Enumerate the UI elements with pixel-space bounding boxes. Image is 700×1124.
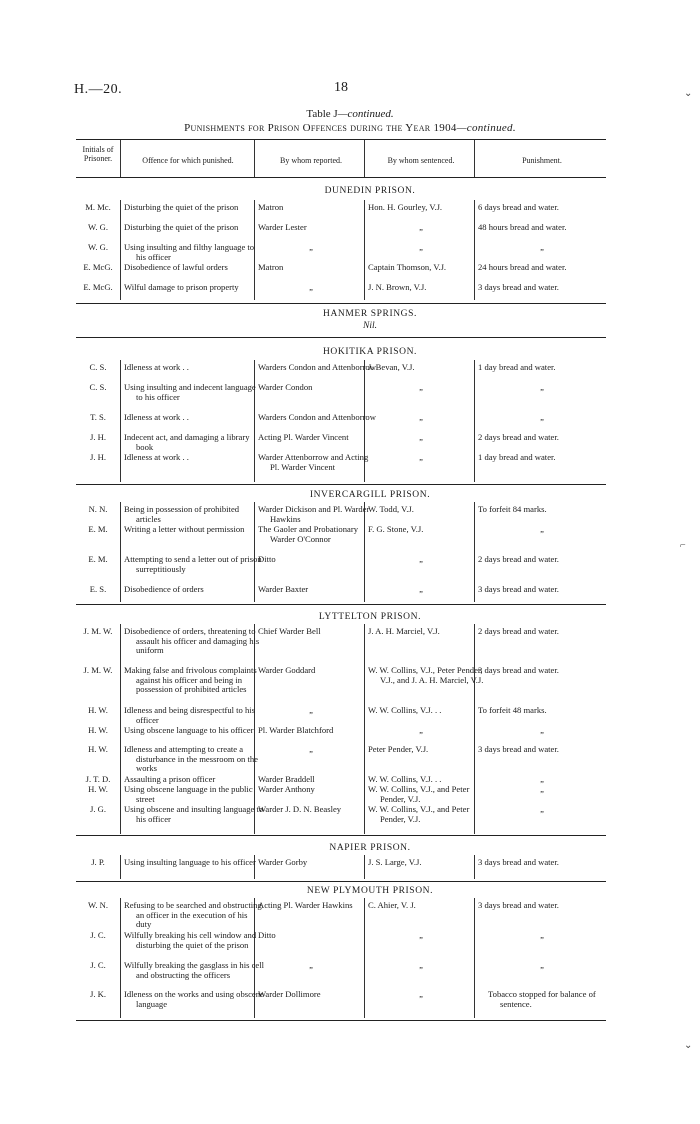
- sentenced-cell: „: [419, 930, 423, 940]
- col-divider: [254, 140, 255, 177]
- offence-cell: Indecent act, and damaging a library book: [124, 432, 250, 452]
- sentenced-cell: W. W. Collins, V.J., and Peter Pender, V.J.: [368, 784, 470, 804]
- scan-mark: ⌄: [684, 88, 693, 99]
- initials-cell: N. N.: [88, 504, 108, 514]
- reported-cell: Warder Anthony: [258, 784, 315, 794]
- table-subtitle: [0, 122, 700, 134]
- reported-cell: Ditto: [258, 930, 276, 940]
- initials-cell: W. G.: [88, 222, 108, 232]
- initials-cell: H. W.: [88, 784, 108, 794]
- reported-cell: Warder Baxter: [258, 584, 309, 594]
- reported-cell: Warder Attenborrow and Acting Pl. Warder Vincent: [258, 452, 369, 472]
- punishment-cell: „: [540, 725, 544, 735]
- reported-cell: „: [309, 960, 313, 970]
- initials-cell: E. S.: [89, 584, 107, 594]
- punishment-cell: „: [540, 412, 544, 422]
- offence-cell: Disobedience of lawful orders: [124, 262, 228, 272]
- reported-cell: Warder Goddard: [258, 665, 316, 675]
- section-rule: [76, 1020, 606, 1021]
- sentenced-cell: J. A. H. Marciel, V.J.: [368, 626, 440, 636]
- table-subtitle-main: Punishments for Prison Offences during the Year 1904: [184, 122, 457, 134]
- col-divider: [474, 200, 475, 300]
- sentenced-cell: „: [419, 960, 423, 970]
- initials-cell: J. M. W.: [83, 626, 113, 636]
- col-divider: [120, 624, 121, 834]
- col-divider: [364, 140, 365, 177]
- scan-mark: ⌐: [680, 540, 686, 551]
- sentenced-cell: W. W. Collins, V.J. . .: [368, 705, 442, 715]
- col-divider: [120, 360, 121, 482]
- punishment-cell: 3 days bread and water.: [478, 665, 559, 675]
- offence-cell: Wilfully breaking the gasglass in his cell and obstructing the officers: [124, 960, 264, 980]
- col-divider: [120, 200, 121, 300]
- reported-cell: „: [309, 705, 313, 715]
- sentenced-cell: Peter Pender, V.J.: [368, 744, 429, 754]
- punishment-cell: Tobacco stopped for balance of sentence.: [488, 989, 596, 1009]
- offence-cell: Using insulting and filthy language to his officer: [124, 242, 255, 262]
- offence-cell: Wilfully breaking his cell window and disturbing the quiet of the prison: [124, 930, 257, 950]
- offence-cell: Idleness at work . .: [124, 412, 189, 422]
- sentenced-cell: „: [419, 432, 423, 442]
- initials-cell: W. N.: [88, 900, 108, 910]
- section-title-hanmer: HANMER SPRINGS.: [323, 309, 417, 319]
- punishment-cell: „: [540, 784, 544, 794]
- sentenced-cell: „: [419, 412, 423, 422]
- col-divider: [474, 898, 475, 1018]
- sentenced-cell: W. Todd, V.J.: [368, 504, 414, 514]
- offence-cell: Using insulting and indecent language to his officer: [124, 382, 256, 402]
- offence-cell: Attempting to send a letter out of prison surreptitiously: [124, 554, 262, 574]
- section-title-invercargill: INVERCARGILL PRISON.: [309, 490, 431, 500]
- initials-cell: J. H.: [90, 452, 106, 462]
- punishment-cell: To forfeit 84 marks.: [478, 504, 547, 514]
- offence-cell: Using obscene language in the public street: [124, 784, 253, 804]
- reported-cell: Matron: [258, 262, 284, 272]
- sentenced-cell: „: [419, 584, 423, 594]
- offence-cell: Making false and frivolous complaints against his officer and being in possession of prohibited articles: [124, 665, 257, 695]
- sentenced-cell: „: [419, 382, 423, 392]
- punishment-cell: 3 days bread and water.: [478, 282, 559, 292]
- col-divider: [364, 898, 365, 1018]
- col-divider: [364, 200, 365, 300]
- col-divider: [364, 624, 365, 834]
- initials-cell: J. T. D.: [85, 774, 111, 784]
- initials-cell: J. K.: [90, 989, 106, 999]
- initials-cell: J. H.: [90, 432, 106, 442]
- reported-cell: Warder Dollimore: [258, 989, 321, 999]
- table-title: [0, 108, 700, 120]
- initials-cell: E. M.: [88, 554, 108, 564]
- initials-cell: E. M.: [88, 524, 108, 534]
- section-title-napier: NAPIER PRISON.: [329, 843, 411, 853]
- header-bottom-rule: [76, 177, 606, 178]
- reported-cell: Warder Braddell: [258, 774, 315, 784]
- offence-cell: Disturbing the quiet of the prison: [124, 222, 239, 232]
- punishment-cell: 6 days bread and water.: [478, 202, 559, 212]
- offence-cell: Refusing to be searched and obstructing an officer in the execution of his duty: [124, 900, 262, 930]
- initials-cell: T. S.: [90, 412, 106, 422]
- col-header-initials: Initials of Prisoner.: [82, 145, 114, 163]
- page-number: 18: [334, 80, 348, 95]
- punishment-cell: 2 days bread and water.: [478, 432, 559, 442]
- sentenced-cell: W. W. Collins, V.J., and Peter Pender, V.J.: [368, 804, 470, 824]
- sentenced-cell: Hon. H. Gourley, V.J.: [368, 202, 443, 212]
- punishment-cell: „: [540, 242, 544, 252]
- offence-cell: Idleness and attempting to create a disturbance in the messroom on the works: [124, 744, 258, 774]
- offence-cell: Idleness on the works and using obscene language: [124, 989, 264, 1009]
- offence-cell: Using insulting language to his officer: [124, 857, 256, 867]
- reported-cell: Warders Condon and Attenborrow: [258, 362, 376, 372]
- reported-cell: Warder Lester: [258, 222, 307, 232]
- punishment-cell: 1 day bread and water.: [478, 452, 556, 462]
- reported-cell: Acting Pl. Warder Hawkins: [258, 900, 353, 910]
- offence-cell: Idleness at work . .: [124, 452, 189, 462]
- section-rule: [76, 303, 606, 304]
- col-divider: [364, 855, 365, 879]
- punishment-cell: To forfeit 48 marks.: [478, 705, 547, 715]
- punishment-cell: „: [540, 960, 544, 970]
- reported-cell: Pl. Warder Blatchford: [258, 725, 334, 735]
- offence-cell: Writing a letter without permission: [124, 524, 245, 534]
- sentenced-cell: F. G. Stone, V.J.: [368, 524, 424, 534]
- punishment-cell: 3 days bread and water.: [478, 900, 559, 910]
- reported-cell: Chief Warder Bell: [258, 626, 321, 636]
- punishment-cell: 3 days bread and water.: [478, 744, 559, 754]
- sentenced-cell: Captain Thomson, V.J.: [368, 262, 447, 272]
- nil-note: Nil.: [363, 321, 377, 331]
- reported-cell: Warders Condon and Attenborrow: [258, 412, 376, 422]
- section-rule: [76, 484, 606, 485]
- punishment-cell: „: [540, 524, 544, 534]
- reported-cell: Warder Gorby: [258, 857, 308, 867]
- reported-cell: The Gaoler and Probationary Warder O'Connor: [258, 524, 358, 544]
- col-header-offence: Offence for which punished.: [142, 156, 234, 165]
- offence-cell: Idleness and being disrespectful to his officer: [124, 705, 256, 725]
- col-divider: [120, 140, 121, 177]
- reported-cell: Warder Condon: [258, 382, 313, 392]
- punishment-cell: 2 days bread and water.: [478, 626, 559, 636]
- punishment-cell: 2 days bread and water.: [478, 554, 559, 564]
- offence-cell: Wilful damage to prison property: [124, 282, 239, 292]
- sentenced-cell: C. Ahier, V. J.: [368, 900, 416, 910]
- reported-cell: Warder J. D. N. Beasley: [258, 804, 342, 814]
- section-title-dunedin: DUNEDIN PRISON.: [324, 186, 416, 196]
- punishment-cell: 3 days bread and water.: [478, 857, 559, 867]
- col-divider: [474, 502, 475, 602]
- sentenced-cell: „: [419, 452, 423, 462]
- col-divider: [474, 140, 475, 177]
- punishment-cell: „: [540, 382, 544, 392]
- initials-cell: J. C.: [90, 930, 106, 940]
- col-header-reported: By whom reported.: [280, 156, 342, 165]
- offence-cell: Being in possession of prohibited articles: [124, 504, 240, 524]
- section-rule: [76, 604, 606, 605]
- report-code: H.—20.: [74, 82, 123, 97]
- col-divider: [120, 855, 121, 879]
- reported-cell: Warder Dickison and Pl. Warder Hawkins: [258, 504, 370, 524]
- table-title-main: Table J: [306, 108, 338, 120]
- reported-cell: Matron: [258, 202, 284, 212]
- section-title-hokitika: HOKITIKA PRISON.: [322, 347, 418, 357]
- sentenced-cell: „: [419, 554, 423, 564]
- initials-cell: J. M. W.: [83, 665, 113, 675]
- offence-cell: Assaulting a prison officer: [124, 774, 216, 784]
- col-divider: [120, 898, 121, 1018]
- initials-cell: M. Mc.: [85, 202, 111, 212]
- initials-cell: C. S.: [89, 382, 107, 392]
- punishment-cell: „: [540, 930, 544, 940]
- offence-cell: Disobedience of orders: [124, 584, 204, 594]
- offence-cell: Using obscene language to his officer: [124, 725, 254, 735]
- section-rule: [76, 835, 606, 836]
- sentenced-cell: „: [419, 989, 423, 999]
- punishment-cell: „: [540, 774, 544, 784]
- sentenced-cell: „: [419, 242, 423, 252]
- initials-cell: H. W.: [88, 725, 108, 735]
- section-rule: [76, 337, 606, 338]
- sentenced-cell: W. W. Collins, V.J., Peter Pender, V.J., and J. A. H. Marciel, V.J.: [368, 665, 484, 685]
- reported-cell: „: [309, 744, 313, 754]
- section-rule: [76, 881, 606, 882]
- initials-cell: E. McG.: [83, 282, 113, 292]
- punishment-cell: „: [540, 804, 544, 814]
- table-title-suffix: —continued.: [337, 108, 394, 120]
- col-header-punishment: Punishment.: [522, 156, 562, 165]
- initials-cell: J. G.: [90, 804, 106, 814]
- sentenced-cell: W. W. Collins, V.J. . .: [368, 774, 442, 784]
- offence-cell: Disturbing the quiet of the prison: [124, 202, 239, 212]
- punishment-cell: 1 day bread and water.: [478, 362, 556, 372]
- offence-cell: Idleness at work . .: [124, 362, 189, 372]
- reported-cell: Acting Pl. Warder Vincent: [258, 432, 349, 442]
- sentenced-cell: J. Bevan, V.J.: [368, 362, 415, 372]
- punishment-cell: 24 hours bread and water.: [478, 262, 567, 272]
- punishment-cell: 48 hours bread and water.: [478, 222, 567, 232]
- reported-cell: Ditto: [258, 554, 276, 564]
- col-divider: [474, 855, 475, 879]
- initials-cell: J. C.: [90, 960, 106, 970]
- punishment-cell: 3 days bread and water.: [478, 584, 559, 594]
- section-title-lyttelton: LYTTELTON PRISON.: [318, 612, 422, 622]
- initials-cell: J. P.: [91, 857, 105, 867]
- col-header-sentenced: By whom sentenced.: [387, 156, 455, 165]
- reported-cell: „: [309, 242, 313, 252]
- sentenced-cell: J. N. Brown, V.J.: [368, 282, 427, 292]
- initials-cell: E. McG.: [83, 262, 113, 272]
- table-subtitle-suffix: —continued.: [456, 122, 516, 134]
- initials-cell: W. G.: [88, 242, 108, 252]
- offence-cell: Using obscene and insulting language to his officer: [124, 804, 264, 824]
- scan-mark: ⌄: [684, 1040, 693, 1051]
- initials-cell: C. S.: [89, 362, 107, 372]
- col-divider: [120, 502, 121, 602]
- sentenced-cell: „: [419, 222, 423, 232]
- initials-cell: H. W.: [88, 705, 108, 715]
- sentenced-cell: J. S. Large, V.J.: [368, 857, 422, 867]
- offence-cell: Disobedience of orders, threatening to assault his officer and damaging his uniform: [124, 626, 260, 656]
- col-divider: [474, 360, 475, 482]
- sentenced-cell: „: [419, 725, 423, 735]
- section-title-new-plymouth: NEW PLYMOUTH PRISON.: [306, 886, 434, 896]
- reported-cell: „: [309, 282, 313, 292]
- initials-cell: H. W.: [88, 744, 108, 754]
- header-top-rule: [76, 139, 606, 140]
